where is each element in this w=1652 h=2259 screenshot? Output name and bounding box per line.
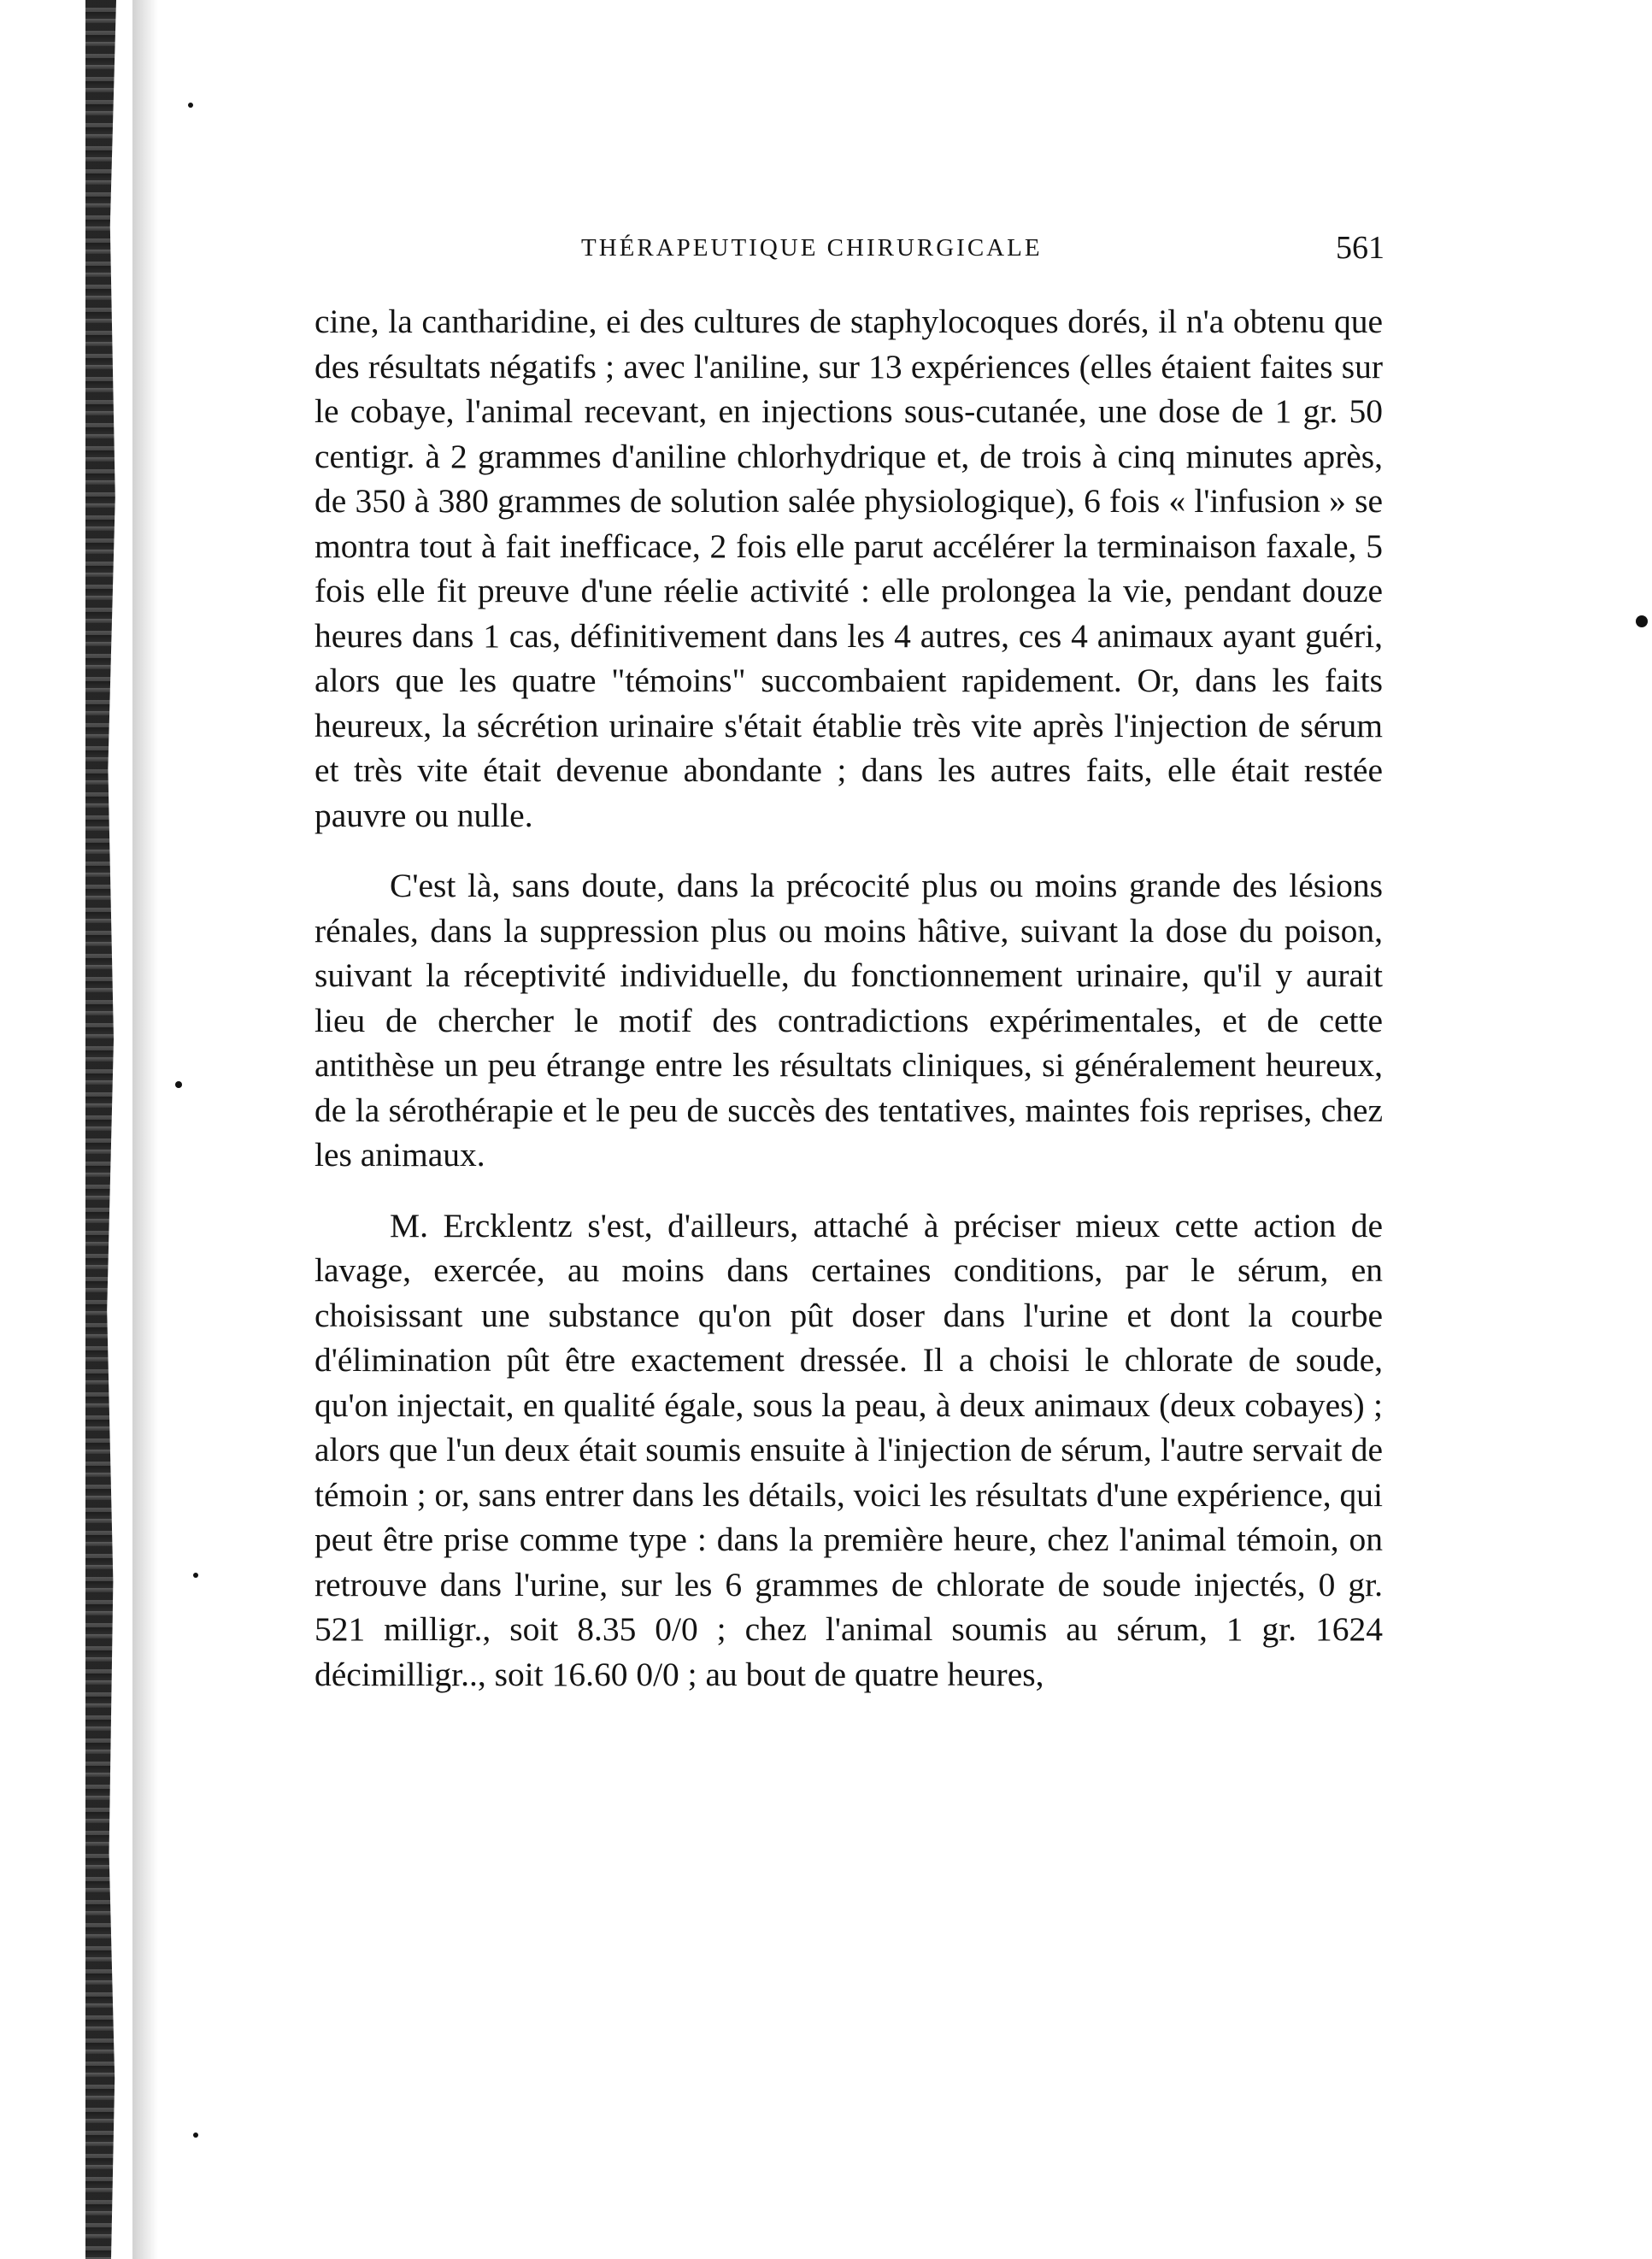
page-number: 561	[1336, 230, 1385, 266]
ink-speck	[1636, 615, 1648, 627]
paragraph-2: C'est là, sans doute, dans la précocité plus ou moins grande des lésions rénales, dans la suppression plus ou moins hâtive, suivant la dose du poison, suivant la réceptivité individuelle, du fonctionnement urinaire, qu'il y aurait lieu de chercher le motif des contradictions expérimentales, et de cette antithèse un peu étrange entre les résultats cliniques, si généralement heureux, de la sérothérapie et le peu de succès des tentatives, maintes fois reprises, chez les animaux.	[315, 867, 1383, 1174]
binding-shadow	[132, 0, 158, 2259]
running-head: THÉRAPEUTIQUE CHIRURGICALE	[581, 234, 1043, 262]
paragraph-3: M. Ercklentz s'est, d'ailleurs, attaché à préciser mieux cette action de lavage, exercée, au moins dans certaines conditions, par le sérum, en choisissant une substance qu'on pût doser dans l'urine et dont la courbe d'élimination pût être exactement dressée. Il a choisi le chlorate de soude, qu'on injectait, en qualité égale, sous la peau, à deux animaux (deux cobayes) ; alors que l'un deux était soumis ensuite à l'injection de sérum, l'autre servait de témoin ; or, sans entrer dans les détails, voici les résultats d'une expérience, qui peut être prise comme type : dans la première heure, chez l'animal témoin, on retrouve dans l'urine, sur les 6 grammes de chlorate de soude injectés, 0 gr. 521 milligr., soit 8.35 0/0 ; chez l'animal soumis au sérum, 1 gr. 1624 décimilligr.., soit 16.60 0/0 ; au bout de quatre heures,	[315, 1206, 1383, 1693]
paragraph-1: cine, la cantharidine, ei des cultures de staphylocoques dorés, il n'a obtenu que des résultats négatifs ; avec l'aniline, sur 13 expériences (elles étaient faites sur le cobaye, l'animal recevant, en injections sous-cutanée, une dose de 1 gr. 50 centigr. à 2 grammes d'aniline chlorhydrique et, de trois à cinq minutes après, de 350 à 380 grammes de solution salée physiologique), 6 fois « l'infusion » se montra tout à fait inefficace, 2 fois elle parut accélérer la terminaison faxale, 5 fois elle fit preuve d'une réelie activité : elle prolongea la vie, pendant douze heures dans 1 cas, définitivement dans les 4 autres, ces 4 animaux ayant guéri, alors que les quatre "témoins" succombaient rapidement. Or, dans les faits heureux, la sécrétion urinaire s'était établie très vite après l'injection de sérum et très vite était devenue abondante ; dans les autres faits, elle était restée pauvre ou nulle.	[315, 303, 1383, 834]
body-text	[315, 299, 1383, 1697]
ink-speck	[193, 1573, 198, 1578]
binding-edge	[85, 0, 137, 2259]
ink-speck	[188, 103, 193, 108]
ink-speck	[175, 1081, 182, 1088]
ink-speck	[193, 2133, 198, 2138]
page-header	[316, 229, 1385, 280]
